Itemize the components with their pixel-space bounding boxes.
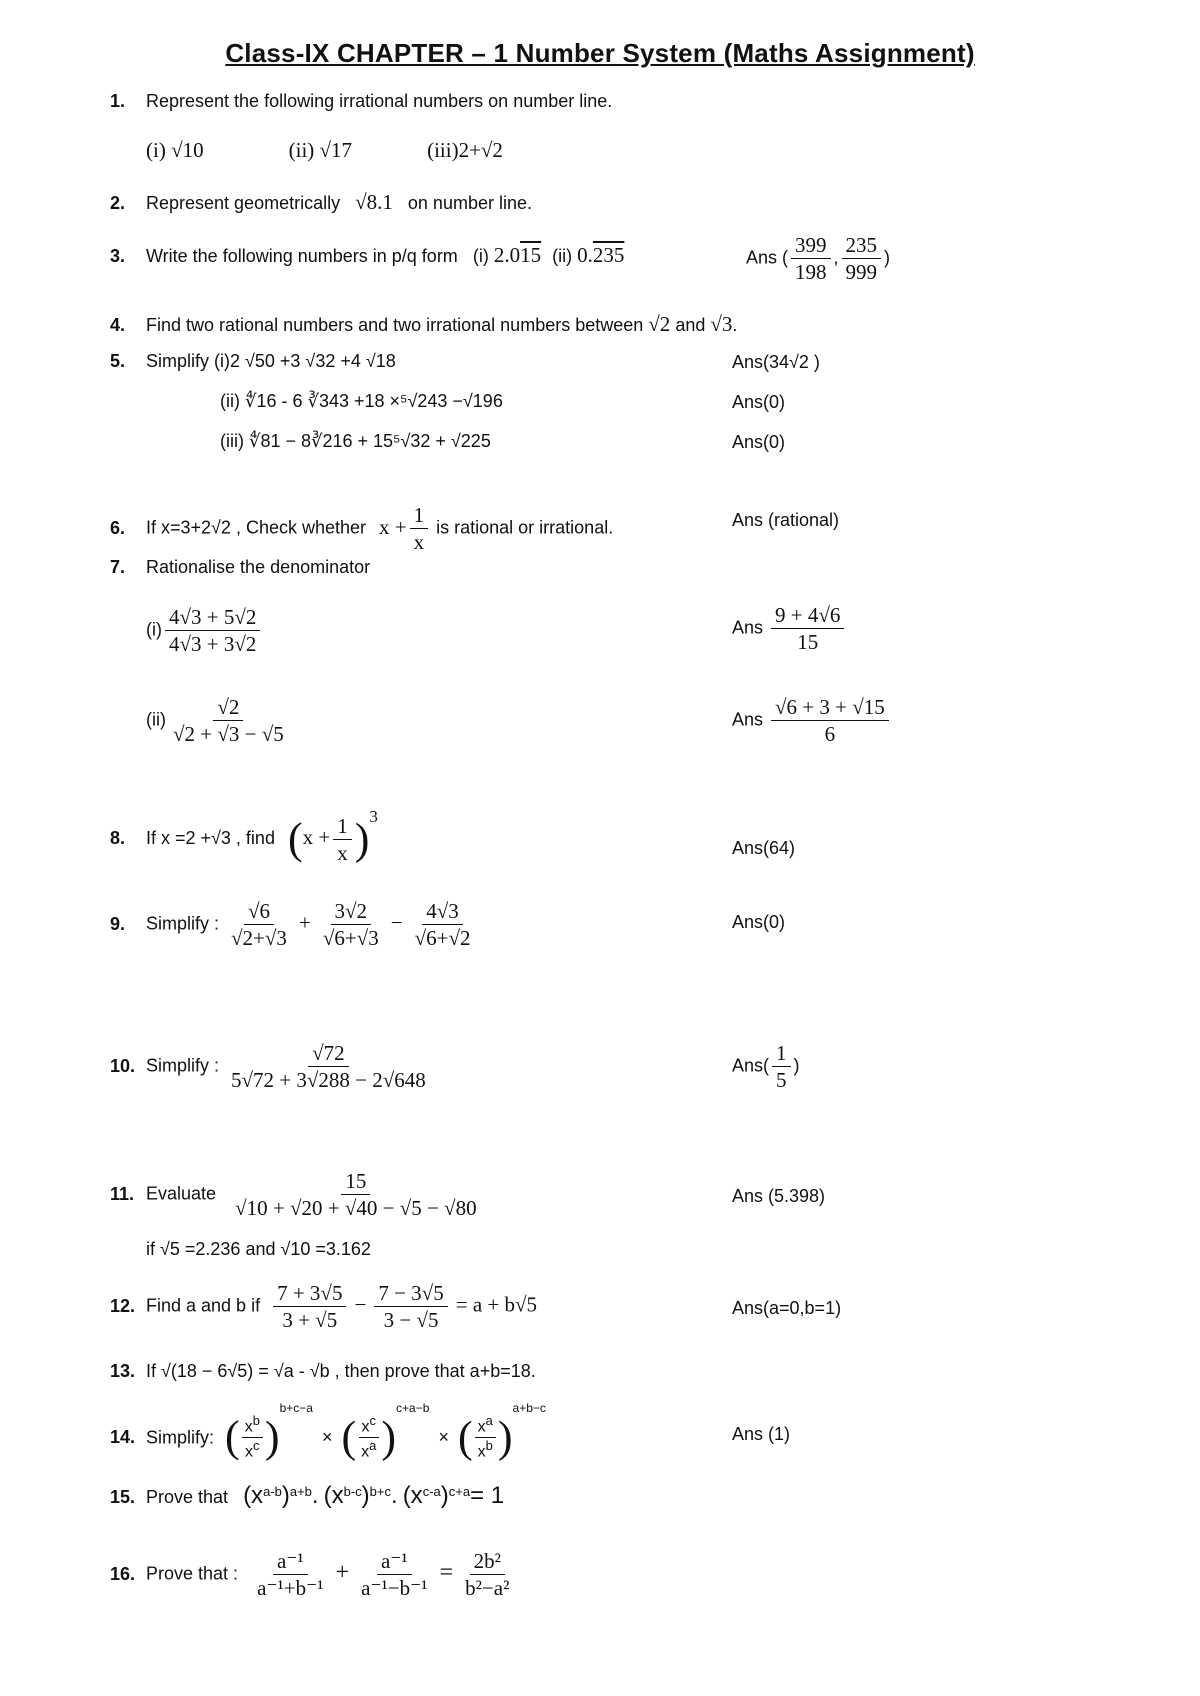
question-7-ii-answer: Ans $\frac{√6 + 3 + √15}{6}$ xyxy=(732,694,892,748)
question-14: 14. Simplify: ( $\frac{x^b}{x^c}$ )$^{b+c-a}$ × ( $\frac{x^c}{x^a}$ )$^{c+a-b}$ × ( $\frac{x^a}{x^b}$ )$^{a+b-c}$ xyxy=(110,1401,546,1462)
question-7-ii: (ii) $\frac{√2}{√2 + √3 - √5}$ xyxy=(146,695,284,747)
question-4: 4. Find two rational numbers and two irrational numbers between √2 and √3. xyxy=(110,312,738,336)
question-5-iii: (iii) ∜81 − 8∛216 + 15⁵√32 + √225 xyxy=(220,431,491,451)
question-16: 16. Prove that : $\frac{\text{a⁻¹}}{\text{a⁻¹+b⁻¹}}$ + $\frac{\text{a⁻¹}}{\text{a⁻¹−b⁻¹}}$ = $\frac{\text{2b²}}{\text{b²−a²}}$ xyxy=(110,1549,510,1601)
question-5-ii: (ii) ∜16 - 6 ∛343 +18 ×⁵√243 −√196 xyxy=(220,391,503,411)
question-5: 5. Simplify (i)2 √50 +3 √32 +4 √18 xyxy=(110,351,396,371)
question-5-iii-answer: Ans(0) xyxy=(732,432,786,452)
question-5-answer: Ans(34√2 ) xyxy=(732,352,820,372)
question-11: 11. Evaluate $\frac{15}{√10 + √20 + √40 - √5 - √80}$ xyxy=(110,1169,477,1221)
page-title: Class-IX CHAPTER – 1 Number System (Maths Assignment) xyxy=(225,38,975,68)
question-8-answer: Ans(64) xyxy=(732,838,796,858)
question-2: 2. Represent geometrically √8.1 on number line. xyxy=(110,190,532,214)
question-7-i: (i) $\frac{4√3 + 5√2}{4√3 + 3√2}$ xyxy=(146,604,263,658)
question-10: 10. Simplify : $\frac{√72}{5√72 + 3√288 - 2√648}$ xyxy=(110,1041,426,1093)
question-14-answer: Ans (1) xyxy=(732,1424,791,1444)
question-13: 13. If √(18 − 6√5) = √a - √b , then prove that a+b=18. xyxy=(110,1361,536,1381)
question-8: 8. If x =2 +√3 , find (x + $\frac{1}{x}$ )$^3$ xyxy=(110,807,378,865)
question-12-answer: Ans(a=0,b=1) xyxy=(732,1298,842,1318)
question-15: 15. Prove that $(x^{a-b})^{a+b}$. $(x^{b-c})^{b+c}$. $(x^{c-a})^{c+a}= 1$ xyxy=(110,1482,505,1509)
question-7-i-answer: Ans $\frac{9 + 4√6}{15}$ xyxy=(732,602,847,656)
question-6: 6. If x=3+2√2 , Check whether x + $\frac{1}{x}$ is rational or irrational. xyxy=(110,503,614,555)
question-3: 3. Write the following numbers in p/q form (i) 2.015 (ii) 0.235 xyxy=(110,243,625,267)
question-9-answer: Ans(0) xyxy=(732,912,786,932)
question-1-parts: (i) √10 (ii) √17 (iii)2+√2 xyxy=(146,138,503,162)
question-9: 9. Simplify : $\frac{√6}{√2+√3}$ + $\frac{3√2}{√6+√3}$ − $\frac{4√3}{√6+√2}$ xyxy=(110,899,471,951)
question-3-answer: Ans ( $\frac{399}{198}$ , $\frac{235}{999}$ ) xyxy=(746,233,891,285)
question-7: 7. Rationalise the denominator xyxy=(110,557,371,577)
question-11-answer: Ans (5.398) xyxy=(732,1186,826,1206)
question-12: 12. Find a and b if $\frac{7 + 3√5}{3 + √5}$ − $\frac{7 - 3√5}{3 - √5}$ = a + b√5 xyxy=(110,1281,538,1333)
question-10-answer: Ans( $\frac{1}{5}$ ) xyxy=(732,1041,800,1093)
question-6-answer: Ans (rational) xyxy=(732,510,840,530)
question-11-given: if √5 =2.236 and √10 =3.162 xyxy=(146,1239,371,1259)
question-1: 1. Represent the following irrational numbers on number line. xyxy=(110,91,613,111)
question-5-ii-answer: Ans(0) xyxy=(732,392,786,412)
